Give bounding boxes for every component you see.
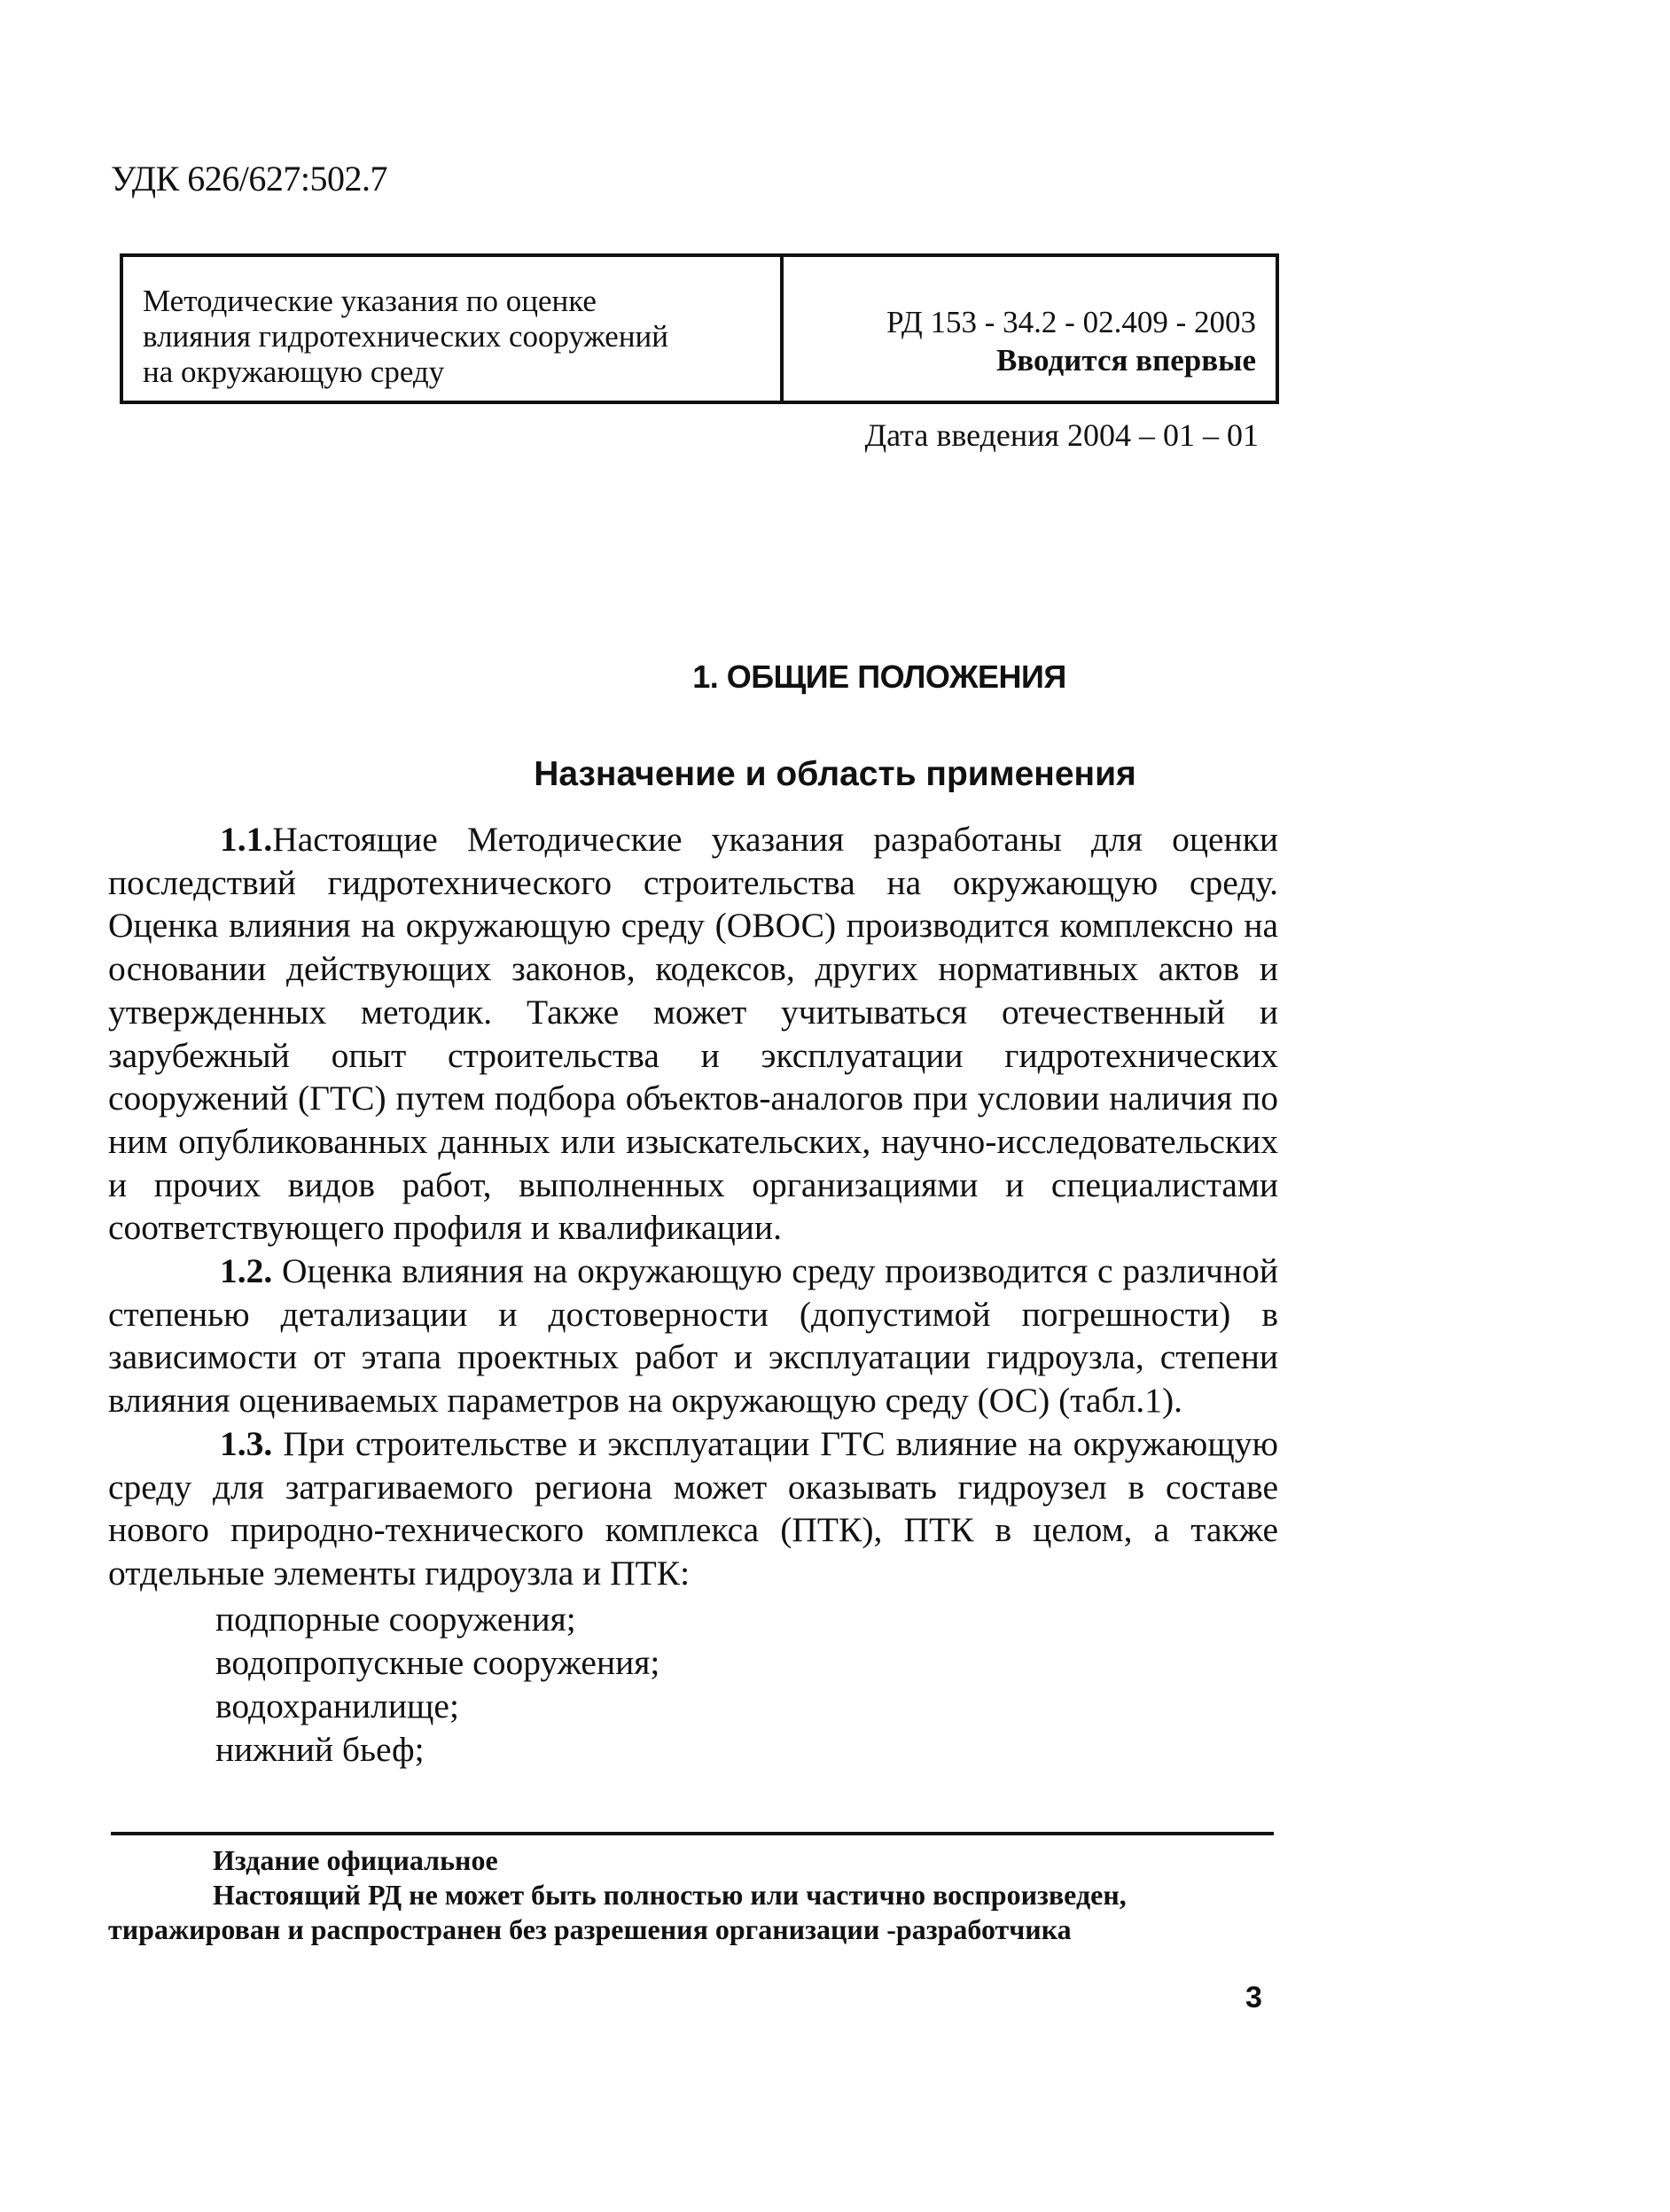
paragraph-text: При строительстве и эксплуатации ГТС влияние на окружающую среду для затрагиваемого региона может оказывать гидроузел в составе нового природно-технического комплекса (ПТК), ПТК в целом, а также отдельные элементы гидроузла и ПТК: <box>108 1424 1278 1593</box>
paragraph-number: 1.2. <box>220 1251 273 1290</box>
list-item: подпорные сооружения; <box>215 1600 576 1639</box>
section-title: 1. ОБЩИЕ ПОЛОЖЕНИЯ <box>692 658 1066 695</box>
document-title-line: на окружающую среду <box>143 354 445 389</box>
paragraph-number: 1.1. <box>220 820 273 859</box>
paragraph-text: Настоящие Методические указания разработаны для оценки последствий гидротехнического строительства на окружающую среду. Оценка влияния на окружающую среду (ОВОС) производится комплексно на основании действующих законов, кодексов, других нормативных актов и утвержденных методик. Также может учитываться отечественный и зарубежный опыт строительства и эксплуатации гидротехнических сооружений (ГТС) путем подбора объектов-аналогов при условии наличия по ним опубликованных данных или изыскательских, научно-исследовательских и прочих видов работ, выполненных организациями и специалистами соответствующего профиля и квалификации. <box>108 820 1278 1248</box>
document-title-line: Методические указания по оценке <box>143 284 597 318</box>
page-number: 3 <box>1245 1981 1262 2014</box>
paragraph-number: 1.3. <box>220 1424 273 1463</box>
list-item: нижний бьеф; <box>215 1730 425 1769</box>
copyright-notice-line: Настоящий РД не может быть полностью или частично воспроизведен, <box>213 1879 1127 1911</box>
paragraph-1-2 <box>108 1250 1278 1422</box>
footer-divider <box>111 1832 1274 1835</box>
introduction-date: Дата введения 2004 – 01 – 01 <box>864 417 1259 453</box>
document-number: РД 153 - 34.2 - 02.409 - 2003 <box>886 305 1256 339</box>
udk-code: УДК 626/627:502.7 <box>111 159 387 199</box>
list-item: водопропускные сооружения; <box>215 1643 660 1682</box>
document-number-cell <box>784 257 1276 401</box>
list-item: водохранилище; <box>215 1686 459 1725</box>
document-title-line: влияния гидротехнических сооружений <box>143 319 669 354</box>
copyright-notice-line: тиражирован и распространен без разрешения организации -разработчика <box>108 1913 1072 1945</box>
official-edition-label: Издание официальное <box>213 1844 498 1876</box>
paragraph-1-1 <box>108 818 1278 1250</box>
paragraph-text: Оценка влияния на окружающую среду производится с различной степенью детализации и достоверности (допустимой погрешности) в зависимости от этапа проектных работ и эксплуатации гидроузла, степени влияния оцениваемых параметров на окружающую среду (ОС) (табл.1). <box>108 1251 1278 1421</box>
subsection-title: Назначение и область применения <box>534 755 1136 793</box>
paragraph-1-3 <box>108 1422 1278 1595</box>
element-list <box>215 1598 659 1772</box>
footer-notice <box>108 1843 1283 1947</box>
document-title-cell <box>123 257 784 401</box>
document-status: Вводится впервые <box>995 343 1256 378</box>
document-header-table <box>120 253 1279 404</box>
